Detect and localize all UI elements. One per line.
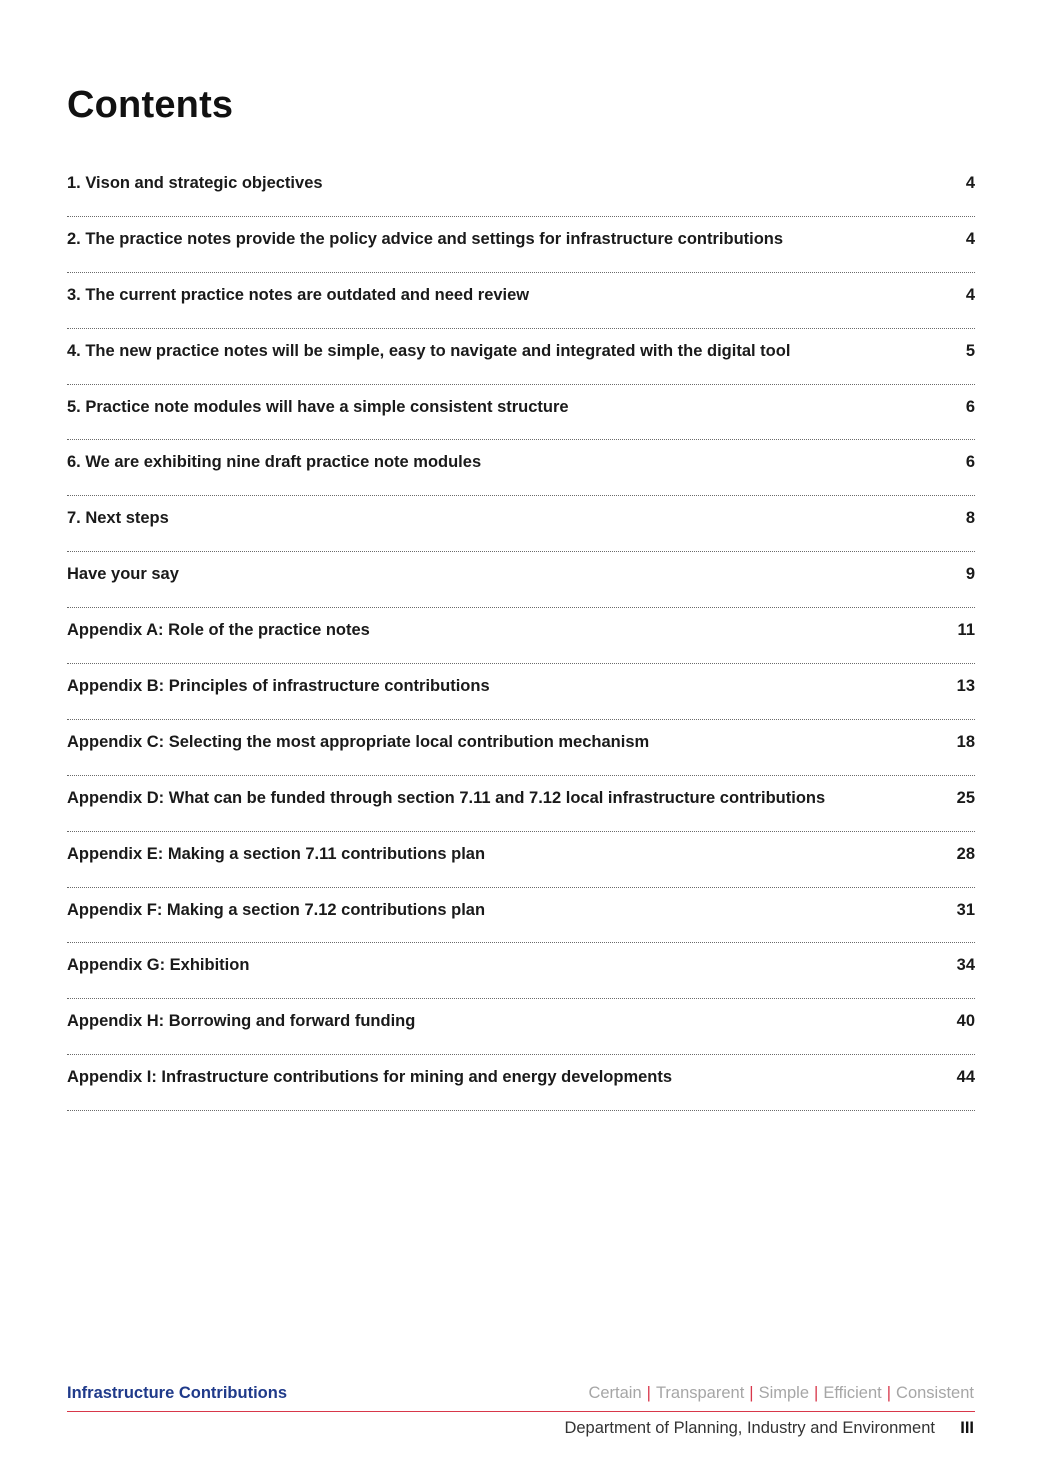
- toc-entry-appendix-i[interactable]: [67, 1055, 975, 1111]
- footer-value-separator: |: [886, 1384, 892, 1402]
- toc-entry-draft-modules[interactable]: [67, 440, 975, 496]
- toc-entry-module-structure[interactable]: [67, 385, 975, 441]
- toc-entry-page: 5: [965, 341, 975, 360]
- footer-value: Certain: [588, 1384, 642, 1402]
- toc-entry-outdated-notes[interactable]: [67, 273, 975, 329]
- toc-entry-page: 25: [956, 788, 975, 807]
- table-of-contents: [67, 161, 975, 1111]
- toc-entry-page: 4: [965, 229, 975, 248]
- toc-entry-vision[interactable]: [67, 161, 975, 217]
- footer-values-tagline: [588, 1384, 974, 1403]
- toc-entry-label: Appendix A: Role of the practice notes: [67, 621, 370, 640]
- toc-entry-page: 34: [956, 956, 975, 975]
- toc-entry-label: Appendix I: Infrastructure contributions for mining and energy developments: [67, 1068, 673, 1087]
- footer-value: Consistent: [896, 1384, 974, 1402]
- toc-entry-appendix-c[interactable]: [67, 720, 975, 776]
- toc-entry-appendix-b[interactable]: [67, 664, 975, 720]
- toc-entry-new-notes[interactable]: [67, 329, 975, 385]
- page-title: Contents: [67, 84, 234, 126]
- toc-entry-appendix-a[interactable]: [67, 608, 975, 664]
- toc-entry-label: Appendix B: Principles of infrastructure contributions: [67, 676, 490, 695]
- footer-value: Efficient: [823, 1384, 882, 1402]
- toc-entry-next-steps[interactable]: [67, 496, 975, 552]
- toc-entry-label: Appendix D: What can be funded through section 7.11 and 7.12 local infrastructure contributions: [67, 788, 826, 807]
- toc-entry-page: 11: [957, 621, 975, 640]
- toc-entry-label: Appendix G: Exhibition: [67, 956, 250, 975]
- toc-entry-label: 5. Practice note modules will have a simple consistent structure: [67, 397, 569, 416]
- footer-value: Simple: [758, 1384, 810, 1402]
- toc-entry-label: 3. The current practice notes are outdated and need review: [67, 285, 530, 304]
- toc-entry-appendix-h[interactable]: [67, 999, 975, 1055]
- toc-entry-appendix-f[interactable]: [67, 888, 975, 944]
- toc-entry-page: 8: [965, 509, 975, 528]
- toc-entry-label: Appendix F: Making a section 7.12 contributions plan: [67, 900, 486, 919]
- footer-value-separator: |: [814, 1384, 819, 1402]
- toc-entry-label: 6. We are exhibiting nine draft practice note modules: [67, 453, 482, 472]
- footer-page-number: III: [960, 1419, 974, 1437]
- toc-entry-appendix-e[interactable]: [67, 832, 975, 888]
- toc-entry-have-your-say[interactable]: [67, 552, 975, 608]
- toc-entry-label: Appendix C: Selecting the most appropriate local contribution mechanism: [67, 732, 650, 751]
- footer-value: Transparent: [655, 1384, 745, 1402]
- toc-entry-label: Have your say: [67, 565, 179, 584]
- toc-entry-page: 6: [965, 397, 975, 416]
- toc-entry-label: 7. Next steps: [67, 509, 169, 528]
- toc-entry-page: 31: [956, 900, 975, 919]
- footer-value-separator: |: [749, 1384, 754, 1402]
- toc-entry-page: 9: [965, 565, 975, 584]
- footer-department: Department of Planning, Industry and Environment: [564, 1419, 935, 1437]
- toc-entry-page: 18: [956, 732, 975, 751]
- toc-entry-label: 1. Vison and strategic objectives: [67, 173, 323, 192]
- toc-entry-label: 2. The practice notes provide the policy advice and settings for infrastructure contributions: [67, 229, 784, 248]
- toc-entry-page: 28: [956, 844, 975, 863]
- toc-entry-appendix-g[interactable]: [67, 943, 975, 999]
- toc-entry-page: 44: [956, 1068, 975, 1087]
- toc-entry-policy-advice[interactable]: [67, 217, 975, 273]
- toc-entry-page: 13: [956, 676, 975, 695]
- toc-entry-label: Appendix E: Making a section 7.11 contributions plan: [67, 844, 486, 863]
- footer-value-separator: |: [646, 1384, 651, 1402]
- footer-publication-title: Infrastructure Contributions: [67, 1384, 288, 1402]
- toc-entry-label: Appendix H: Borrowing and forward funding: [67, 1012, 416, 1031]
- toc-entry-page: 4: [965, 285, 975, 304]
- toc-entry-page: 4: [965, 173, 975, 192]
- footer-divider: [67, 1411, 975, 1412]
- toc-entry-appendix-d[interactable]: [67, 776, 975, 832]
- toc-entry-label: 4. The new practice notes will be simple, easy to navigate and integrated with the digital tool: [67, 341, 791, 360]
- toc-entry-page: 6: [965, 453, 975, 472]
- toc-entry-page: 40: [956, 1012, 975, 1031]
